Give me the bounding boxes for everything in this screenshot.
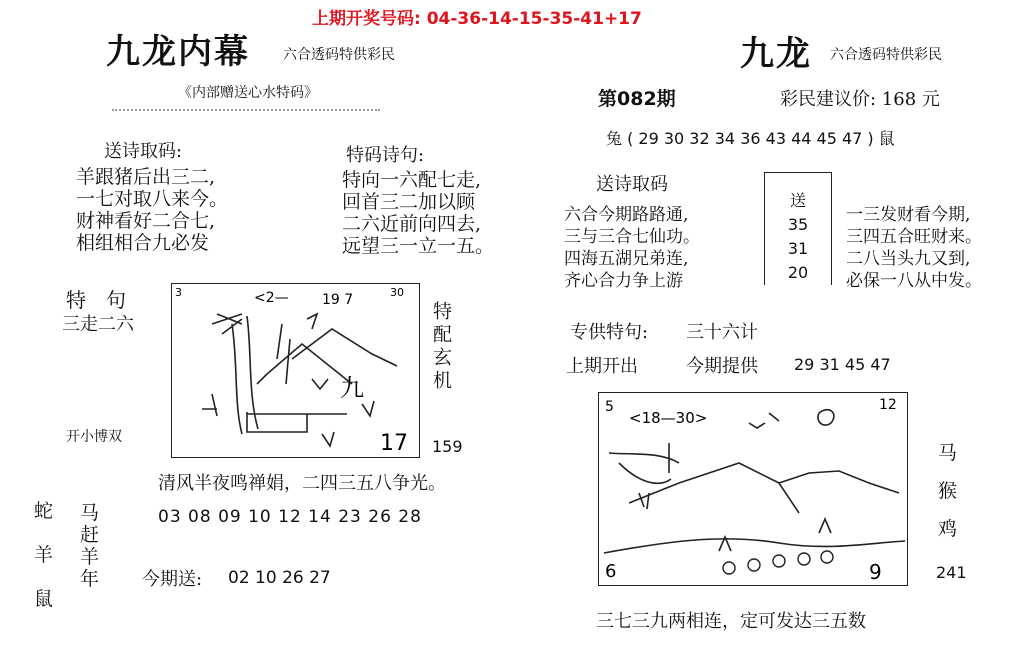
poem-line: 六合今期路路通, <box>564 205 689 225</box>
right-poem-right <box>846 204 982 292</box>
this-issue-label: 今期提供 <box>686 356 758 377</box>
zodiac-item: 鸡 <box>938 518 958 540</box>
poem-line: 三与三合七仙功。 <box>564 227 700 247</box>
poem-line: 二六近前向四去, <box>342 213 482 235</box>
last-draw-banner: 上期开奖号码: 04-36-14-15-35-41+17 <box>312 9 642 29</box>
right-title: 九龙 <box>740 34 812 74</box>
poem-line: 三四五合旺财来。 <box>846 227 982 247</box>
right-slogan: 六合透码特供彩民 <box>830 47 942 63</box>
poem-line: 四海五湖兄弟连, <box>564 249 689 269</box>
zodiac-horse-vertical <box>80 502 99 590</box>
this-issue-numbers: 29 31 45 47 <box>794 355 891 374</box>
send-numbers: 02 10 26 27 <box>228 568 331 588</box>
right-sketch-frame <box>598 392 908 586</box>
poem-line: 远望三一立一五。 <box>342 235 495 257</box>
right-poem-left <box>564 204 700 292</box>
send-column-box <box>764 172 832 285</box>
left-subtitle: 《内部赠送心水特码》 <box>178 85 318 101</box>
smudge-divider <box>112 109 380 117</box>
left-poem-1 <box>76 166 228 254</box>
poem-line: 必保一八从中发。 <box>846 271 982 291</box>
poem-line: 一七对取八来今。 <box>76 188 229 210</box>
zodiac-left <box>34 489 53 621</box>
poem-line: 羊跟猪后出三二, <box>76 166 216 188</box>
poem-line: 财神看好二合七, <box>76 210 216 232</box>
left-sketch-frame <box>171 283 420 458</box>
sketch-label: 6 <box>605 561 617 582</box>
sketch-label: 九 <box>340 374 364 402</box>
issue-number: 第082期 <box>598 88 676 110</box>
left-poem-2 <box>342 169 494 257</box>
poem-line: 二八当头九又到, <box>846 249 971 269</box>
zodiac-char: 赶 <box>80 524 100 546</box>
footer-line: 三七三九两相连，定可发达三五数 <box>596 611 866 632</box>
sketch-label: 17 <box>380 431 408 456</box>
big-small-hint: 开小博双 <box>66 429 122 445</box>
number-159: 159 <box>432 437 463 456</box>
number-241: 241 <box>936 563 967 582</box>
numbers-line: 03 08 09 10 12 14 23 26 28 <box>158 507 422 527</box>
special-label: 特 句 <box>66 288 126 312</box>
send-item: 20 <box>787 263 809 282</box>
left-title: 九龙内幕 <box>106 32 250 72</box>
right-poem-heading: 送诗取码 <box>596 174 668 195</box>
zodiac-item: 马 <box>938 442 958 464</box>
sketch-label: <2— <box>254 290 289 306</box>
sketch-label: 9 <box>869 560 882 584</box>
special-value: 三走二六 <box>62 314 134 335</box>
poem-line: 一三发财看今期, <box>846 205 971 225</box>
sketch-label: 5 <box>605 399 614 415</box>
zodiac-char: 羊 <box>80 546 100 568</box>
landscape-sketch <box>172 284 419 457</box>
zodiac-char: 年 <box>80 568 100 590</box>
poem-line: 相组相合九必发 <box>76 232 210 254</box>
verse-line: 清风半夜鸣禅娟，二四三五八争光。 <box>158 473 446 494</box>
send-item: 送 <box>789 191 806 210</box>
send-item: 31 <box>787 239 809 258</box>
sketch-label: <18—30> <box>629 409 708 427</box>
send-column <box>765 189 831 285</box>
poem-line: 齐心合力争上游 <box>564 271 683 291</box>
zodiac-item: 羊 <box>34 544 54 566</box>
last-open-label: 上期开出 <box>566 356 638 377</box>
zodiac-item: 鼠 <box>34 588 54 610</box>
poem-line: 回首三二加以顾 <box>342 191 476 213</box>
suggested-price: 彩民建议价: 168 元 <box>780 89 940 110</box>
mountain-sketch <box>599 393 907 585</box>
sketch-label: 19 7 <box>322 292 354 308</box>
left-slogan: 六合透码特供彩民 <box>283 47 395 63</box>
zodiac-item: 蛇 <box>34 500 54 522</box>
special-value-right: 三十六计 <box>686 322 758 343</box>
zodiac-item: 猴 <box>938 480 958 502</box>
left-poem-heading-2: 特码诗句: <box>346 145 425 166</box>
poem-line: 特向一六配七走, <box>342 169 482 191</box>
sketch-label: 3 <box>175 286 182 299</box>
zodiac-right <box>938 434 957 548</box>
special-label-right: 专供特句: <box>570 322 649 343</box>
zodiac-char: 马 <box>80 502 100 524</box>
rabbit-rat-numbers: 兔 ( 29 30 32 34 36 43 44 45 47 ) 鼠 <box>606 129 895 148</box>
send-label: 今期送: <box>142 569 203 590</box>
send-item: 35 <box>787 215 809 234</box>
sketch-label: 30 <box>390 286 404 299</box>
left-poem-heading-1: 送诗取码: <box>104 141 183 162</box>
side-vertical-note: 特配玄机 <box>430 301 452 393</box>
sketch-label: 12 <box>879 397 897 413</box>
